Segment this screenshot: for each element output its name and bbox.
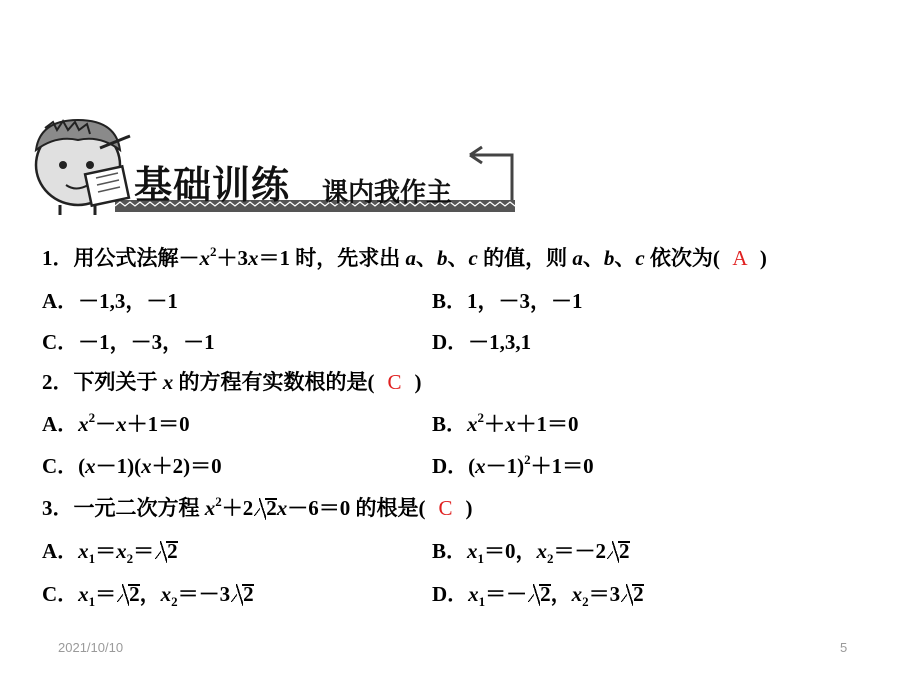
q1-option-c: C．－1，－3，－1 [42,330,215,354]
q2-option-a: A．$x^2-x+1=0$ [42,410,190,436]
question-2: 2．下列关于 x 的方程有实数根的是( C ) [42,370,422,394]
answer-1: A [732,246,748,270]
banner-title: 基础训练 [134,163,291,207]
q2-option-c: C．(x－1)(x＋2)＝0 [42,454,222,478]
q3-option-c: C．$x_1= 2$，$x_2=-3$ 2 [42,582,254,609]
footer-date: 2021/10/10 [58,640,124,655]
q3-option-b: B．$x_1=0$，$x_2=-2$ 2 [432,539,630,566]
answer-2: C [387,370,402,394]
q1-option-d: D．－1,3,1 [432,330,532,354]
question-3: 3．一元二次方程 $x^2+2$ 2x－6＝0 的根是( C ) [42,494,473,520]
q3-option-d: D．$x_1=- 2$，$x_2=3$ 2 [432,582,644,609]
q3-option-a: A．$x_1=x_2= 2$ [42,539,178,566]
q2-option-d: D．$(x-1)^2+1=0$ [432,452,594,478]
student-illustration [36,120,130,215]
q1-option-a: A．－1,3，－1 [42,289,178,313]
q1-option-b: B．1，－3，－1 [432,289,583,313]
question-1: 1．用公式法解$-x^2+3x=1$ 时，先求出 a、b、c 的值，则 a、b、c 依次为( A ) [42,244,767,270]
page-number: 5 [840,640,848,655]
q2-option-b: B．$x^2+x+1=0$ [432,410,579,436]
answer-3: C [438,496,453,520]
banner-subtitle: 课内我作主 [322,178,453,208]
